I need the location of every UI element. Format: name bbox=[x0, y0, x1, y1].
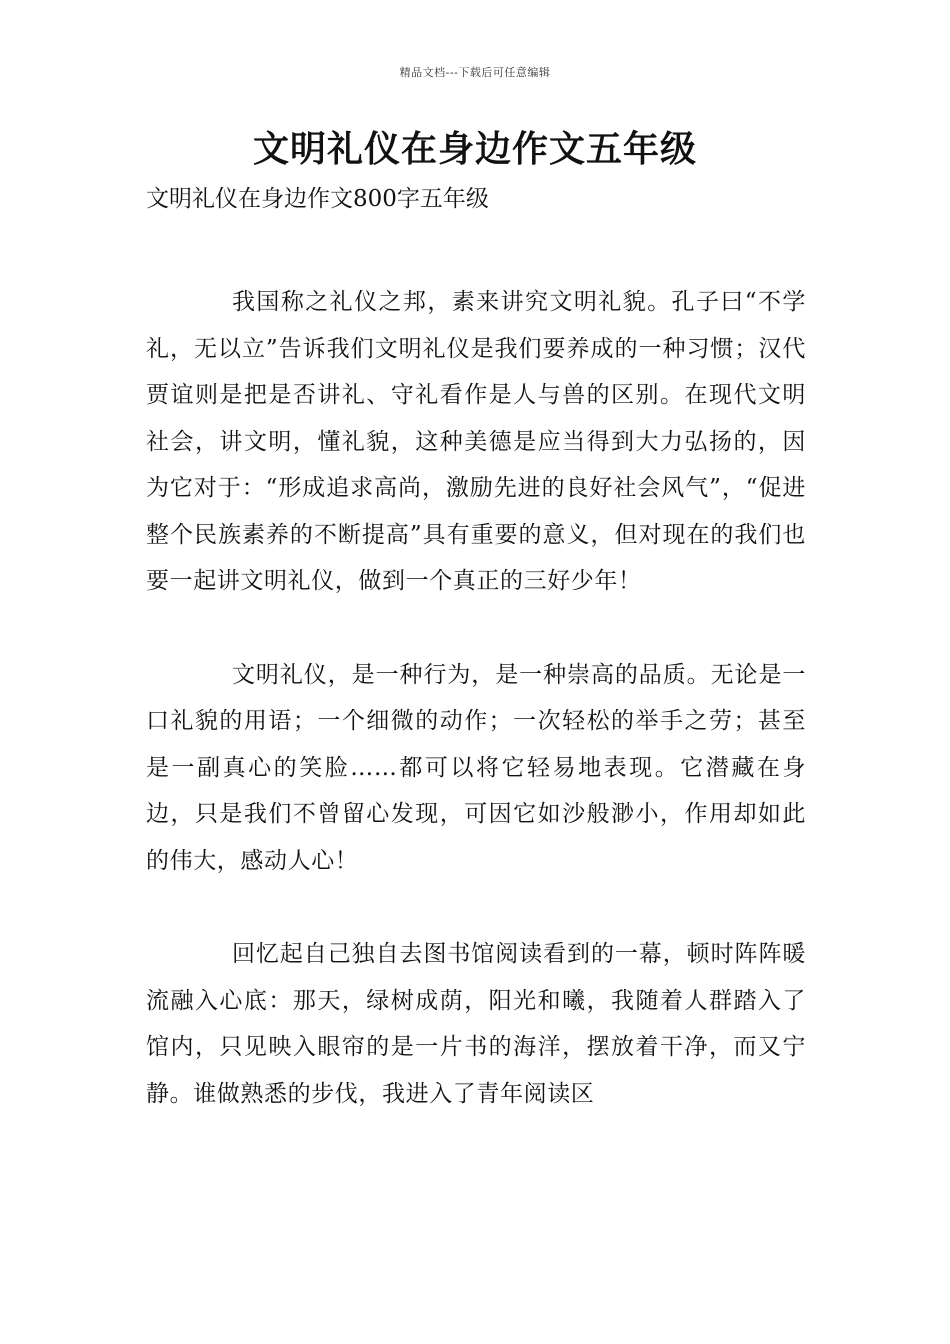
document-title: 文明礼仪在身边作文五年级 bbox=[252, 129, 697, 170]
document-subtitle: 文明礼仪在身边作文800字五年级 bbox=[146, 186, 489, 212]
body-paragraph-3: 回忆起自己独自去图书馆阅读看到的一幕，顿时阵阵暖流融入心底：那天，绿树成荫，阳光和曦，我随着人群踏入了馆内，只见映入眼帘的是一片书的海洋，摆放着干净，而又宁静。谁做熟悉的步伐，我进入了青年阅读区 bbox=[146, 941, 806, 1107]
header-note: 精品文档---下载后可任意编辑 bbox=[399, 66, 551, 79]
document-body bbox=[146, 279, 806, 1117]
body-paragraph-2: 文明礼仪，是一种行为，是一种崇高的品质。无论是一口礼貌的用语；一个细微的动作；一次轻松的举手之劳；甚至是一副真心的笑脸……都可以将它轻易地表现。它潜藏在身边，只是我们不曾留心发现，可因它如沙般渺小，作用却如此的伟大，感动人心！ bbox=[146, 661, 806, 874]
body-paragraph-1: 我国称之礼仪之邦，素来讲究文明礼貌。孔子曰“不学礼，无以立”告诉我们文明礼仪是我们要养成的一种习惯；汉代贾谊则是把是否讲礼、守礼看作是人与兽的区别。在现代文明社会，讲文明，懂礼貌，这种美德是应当得到大力弘扬的，因为它对于：“形成追求高尚，激励先进的良好社会风气”，“促进整个民族素养的不断提高”具有重要的意义，但对现在的我们也要一起讲文明礼仪，做到一个真正的三好少年！ bbox=[146, 289, 806, 594]
